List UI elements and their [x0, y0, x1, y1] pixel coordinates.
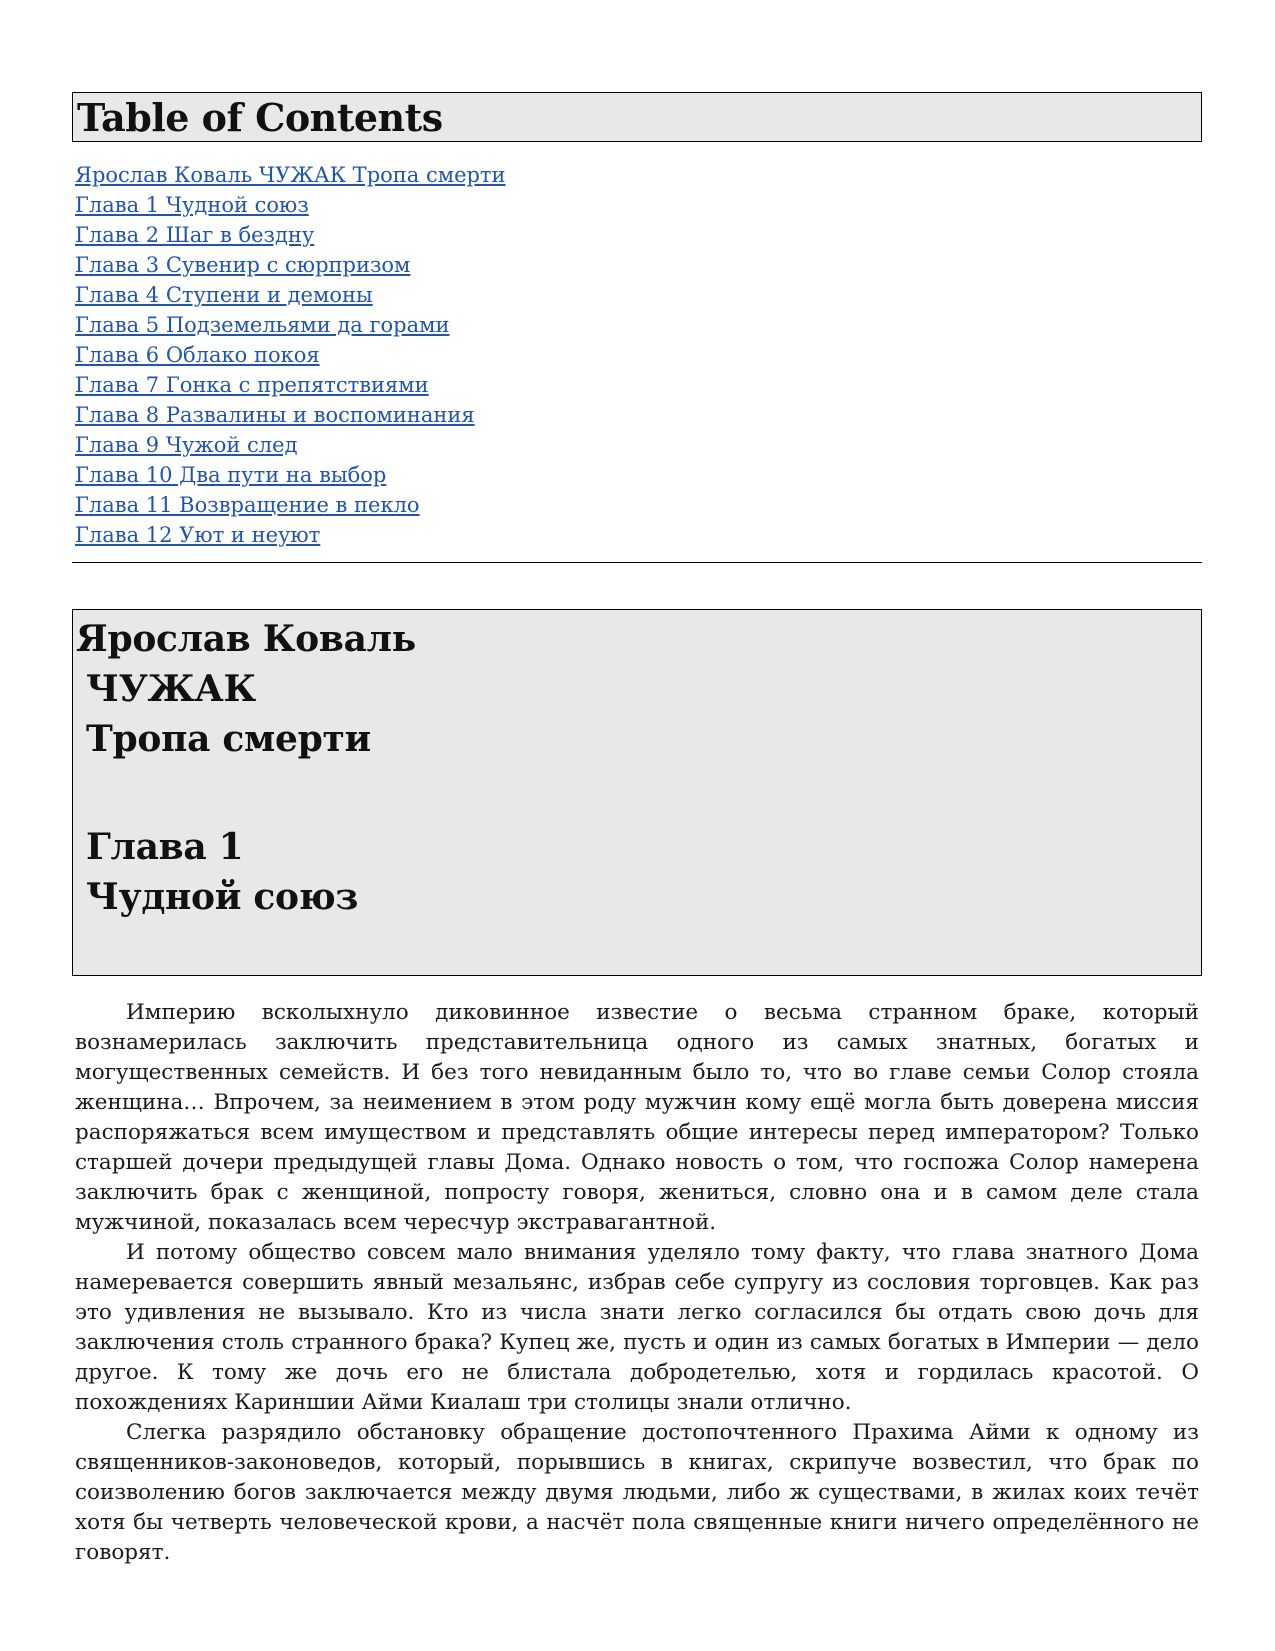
toc-item	[75, 430, 1202, 460]
book-subtitle: Тропа смерти	[86, 718, 371, 760]
toc-item	[75, 520, 1202, 550]
toc-link[interactable]: Глава 11 Возвращение в пекло	[75, 493, 420, 517]
book-title: ЧУЖАК	[86, 668, 256, 710]
body-paragraph: И потому общество совсем мало внимания уделяло тому факту, что глава знатного Дома намеревается совершить явный мезальянс, избрав себе супругу из сословия торговцев. Как раз это удивления не вызывало. Кто из числа знати легко согласился бы отдать свою дочь для заключения столь странного брака? Купец же, пусть и один из самых богатых в Империи — дело другое. К тому же дочь его не блистала добродетелью, хотя и гордилась красотой. О похождениях Кариншии Айми Киалаш три столицы знали отлично.	[75, 1240, 1199, 1415]
toc-link[interactable]: Глава 6 Облако покоя	[75, 343, 320, 367]
toc-item	[75, 400, 1202, 430]
toc-item	[75, 310, 1202, 340]
toc-link[interactable]: Глава 2 Шаг в бездну	[75, 223, 315, 247]
toc-link[interactable]: Глава 5 Подземельями да горами	[75, 313, 450, 337]
toc-link[interactable]: Глава 9 Чужой след	[75, 433, 298, 457]
toc-item	[75, 250, 1202, 280]
toc-link[interactable]: Глава 7 Гонка с препятствиями	[75, 373, 429, 397]
toc-header	[72, 92, 1202, 142]
toc-item	[75, 370, 1202, 400]
toc-item	[75, 280, 1202, 310]
toc-link[interactable]: Глава 1 Чудной союз	[75, 193, 309, 217]
toc-link[interactable]: Глава 3 Сувенир с сюрпризом	[75, 253, 411, 277]
section-divider	[72, 562, 1202, 563]
toc-link[interactable]: Ярослав Коваль ЧУЖАК Тропа смерти	[75, 163, 506, 187]
chapter-number: Глава 1	[86, 826, 244, 868]
chapter-title: Чудной союз	[86, 876, 359, 918]
toc-item	[75, 340, 1202, 370]
toc-link[interactable]: Глава 8 Развалины и воспоминания	[75, 403, 475, 427]
chapter-body	[72, 998, 1202, 1568]
document-page	[72, 92, 1202, 1568]
toc-link[interactable]: Глава 12 Уют и неуют	[75, 523, 321, 547]
heading-spacer	[76, 764, 1197, 822]
toc-item	[75, 460, 1202, 490]
chapter-heading-box	[72, 609, 1202, 976]
toc-item	[75, 160, 1202, 190]
toc-title: Table of Contents	[77, 94, 443, 140]
toc-link[interactable]: Глава 4 Ступени и демоны	[75, 283, 373, 307]
body-paragraph: Слегка разрядило обстановку обращение достопочтенного Прахима Айми к одному из священников-законоведов, который, порывшись в книгах, скрипуче возвестил, что брак по соизволению богов заключается между двумя людьми, либо ж существами, в жилах коих течёт хотя бы четверть человеческой крови, а насчёт пола священные книги ничего определённого не говорят.	[75, 1420, 1199, 1565]
toc-item	[75, 490, 1202, 520]
author-name: Ярослав Коваль	[76, 618, 416, 660]
toc-list	[75, 160, 1202, 550]
body-paragraph: Империю всколыхнуло диковинное известие о весьма странном браке, который вознамерилась заключить представительница одного из самых знатных, богатых и могущественных семейств. И без того невиданным было то, что во главе семьи Солор стояла женщина… Впрочем, за неимением в этом роду мужчин кому ещё могла быть доверена миссия распоряжаться всем имуществом и представлять общие интересы перед императором? Только старшей дочери предыдущей главы Дома. Однако новость о том, что госпожа Солор намерена заключить брак с женщиной, попросту говоря, жениться, словно она и в самом деле стала мужчиной, показалась всем чересчур экстравагантной.	[75, 1000, 1199, 1235]
toc-item	[75, 220, 1202, 250]
toc-item	[75, 190, 1202, 220]
toc-link[interactable]: Глава 10 Два пути на выбор	[75, 463, 387, 487]
